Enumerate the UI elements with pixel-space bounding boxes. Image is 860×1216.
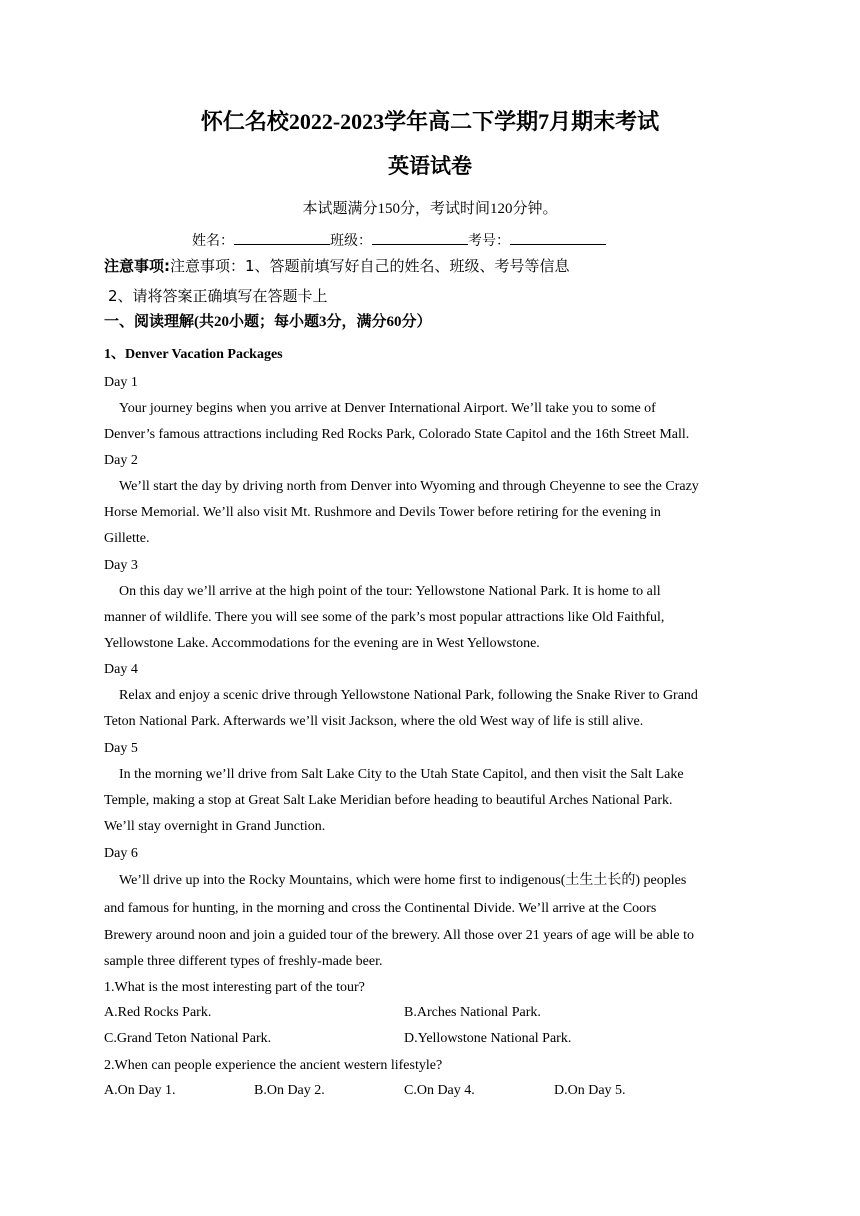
paragraph-line: Denver’s famous attractions including Red Rocks Park, Colorado State Capitol and the 16th Street Mall. — [104, 427, 690, 442]
number-label: 考号： — [468, 234, 510, 249]
section-heading: 一、阅读理解(共20小题；每小题3分，满分60分） — [104, 314, 432, 330]
question-1-option-b[interactable]: B.Arches National Park. — [404, 1005, 541, 1020]
paragraph-line: Gillette. — [104, 531, 150, 546]
paragraph-line: On this day we’ll arrive at the high point of the tour: Yellowstone National Park. It is home to all — [119, 584, 661, 599]
paragraph-line: sample three different types of freshly-made beer. — [104, 954, 383, 969]
paragraph-line: Relax and enjoy a scenic drive through Yellowstone National Park, following the Snake River to Grand — [119, 688, 698, 703]
exam-scoring-info: 本试题满分150分，考试时间120分钟。 — [302, 201, 558, 217]
paragraph-line: Brewery around noon and join a guided tour of the brewery. All those over 21 years of age will be able to — [104, 928, 695, 943]
notes-text-1: 注意事项：1、答题前填写好自己的姓名、班级、考号等信息 — [170, 257, 570, 275]
name-label: 姓名： — [192, 234, 234, 249]
notes-line-2: 2、请将答案正确填写在答题卡上 — [108, 287, 328, 305]
paragraph-line: We’ll drive up into the Rocky Mountains, which were home first to indigenous(土生土长的) peoples — [119, 873, 687, 888]
question-2-stem: 2.When can people experience the ancient western lifestyle? — [104, 1058, 443, 1073]
class-label: 班级： — [330, 234, 372, 249]
paragraph-line: and famous for hunting, in the morning and cross the Continental Divide. We’ll arrive at the Coors — [104, 901, 657, 916]
day2-label: Day 2 — [104, 453, 138, 468]
paragraph-line: Teton National Park. Afterwards we’ll visit Jackson, where the old West way of life is still alive. — [104, 714, 644, 729]
class-field[interactable] — [372, 231, 468, 245]
paragraph-line: Horse Memorial. We’ll also visit Mt. Rushmore and Devils Tower before retiring for the evening in — [104, 505, 661, 520]
question-1-option-d[interactable]: D.Yellowstone National Park. — [404, 1031, 572, 1046]
notes-heading: 注意事项: — [104, 257, 170, 275]
paragraph-line: manner of wildlife. There you will see some of the park’s most popular attractions like Old Faithful, — [104, 610, 665, 625]
question-1-stem: 1.What is the most interesting part of the tour? — [104, 980, 365, 995]
paragraph-line: We’ll stay overnight in Grand Junction. — [104, 819, 326, 834]
paragraph-line: In the morning we’ll drive from Salt Lake City to the Utah State Capitol, and then visit the Salt Lake — [119, 767, 684, 782]
exam-subject: 英语试卷 — [388, 154, 472, 178]
name-field[interactable] — [234, 231, 330, 245]
question-2-option-c[interactable]: C.On Day 4. — [404, 1083, 475, 1098]
day3-label: Day 3 — [104, 558, 138, 573]
notes-line-1 — [104, 257, 570, 275]
paragraph-line: Your journey begins when you arrive at Denver International Airport. We’ll take you to some of — [119, 401, 656, 416]
day5-label: Day 5 — [104, 741, 138, 756]
student-info-row — [192, 230, 606, 250]
paragraph-line: Temple, making a stop at Great Salt Lake Meridian before heading to beautiful Arches National Park. — [104, 793, 673, 808]
number-field[interactable] — [510, 231, 606, 245]
paragraph-line: Yellowstone Lake. Accommodations for the evening are in West Yellowstone. — [104, 636, 540, 651]
question-2-option-a[interactable]: A.On Day 1. — [104, 1083, 176, 1098]
passage-title: 1、Denver Vacation Packages — [104, 347, 283, 362]
exam-title: 怀仁名校2022-2023学年高二下学期7月期末考试 — [200, 109, 660, 134]
question-1-option-c[interactable]: C.Grand Teton National Park. — [104, 1031, 272, 1046]
question-2-option-b[interactable]: B.On Day 2. — [254, 1083, 325, 1098]
day6-label: Day 6 — [104, 846, 138, 861]
question-1-option-a[interactable]: A.Red Rocks Park. — [104, 1005, 212, 1020]
day4-label: Day 4 — [104, 662, 138, 677]
question-2-option-d[interactable]: D.On Day 5. — [554, 1083, 626, 1098]
day1-label: Day 1 — [104, 375, 138, 390]
paragraph-line: We’ll start the day by driving north from Denver into Wyoming and through Cheyenne to see the Crazy — [119, 479, 699, 494]
